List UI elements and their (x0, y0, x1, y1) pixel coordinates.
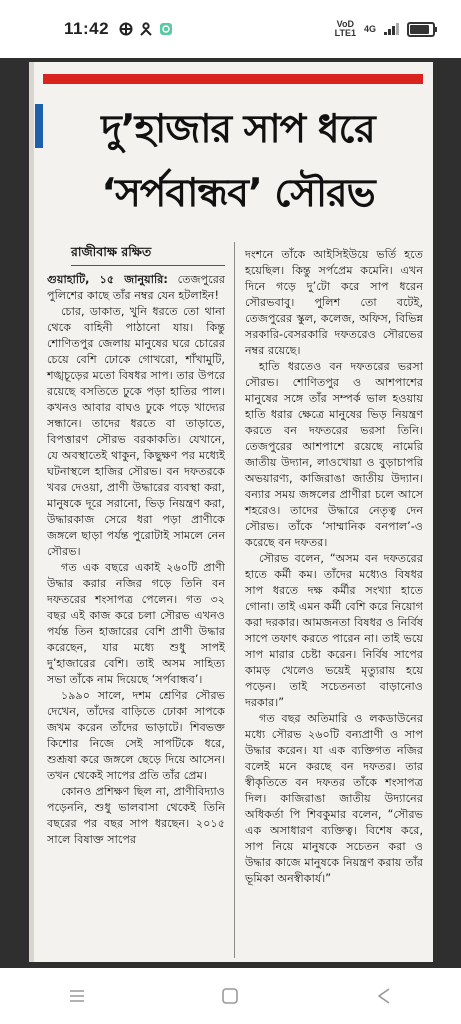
article-paragraph: দংশনে তাঁকে আইসিইউয়ে ভর্তি হতে হয়েছিল। কিন্তু সর্পপ্রেম কমেনি। এখন দিনে গড়ে দু’টো করে সাপ ধরেন সৌরভবাবু। পুলিশ তো বটেই, তেজপুরের স্কুল, কলেজ, অফিস, বিভিন্ন সরকারি-বেসরকারি দফতরেও সৌরভের নম্বর রয়েছে। (245, 248, 423, 357)
back-button[interactable] (354, 976, 414, 1016)
newspaper-clipping (29, 62, 433, 962)
article-paragraph: হাতি ধরতেও বন দফতরের ভরসা সৌরভ। শোণিতপুর ও আশপাশের মানুষের সঙ্গে তাঁর সম্পর্ক ভাল হওয়ায় হাতি ধরার ক্ষেত্রে মানুষের ভিড় নিয়ন্ত্রণ করতে বন দফতরের ভরসা তিনি। তেজপুরের আশপাশে রয়েছে নামেরি জাতীয় উদ্যান, লাওখোয়া ও বুড়াচাপরি অভয়ারণ্য, কাজিরাঙা জাতীয় উদ্যান। বন্যার সময় জঙ্গলের প্রাণীরা চলে আসে শহরেও। তাদের উদ্ধারে নেতৃত্ব দেন সৌরভ। তাঁকে ‘সাম্মানিক বনপাল’-ও করেছে বন দফতর। (245, 360, 423, 549)
app-notification-icon (159, 22, 173, 36)
article-paragraph: কোনও প্রশিক্ষণ ছিল না, প্রাণীবিদ্যাও পড়েননি, শুধু ভালবাসা থেকেই তিনি বছরের পর বছর সাপ ধরছেন। ২০১৫ সালে বিষাক্ত সাপের (47, 785, 225, 846)
recent-apps-button[interactable] (47, 976, 107, 1016)
headline-line-1: দু’হাজার সাপ ধরে (101, 107, 375, 152)
volte-top-label: VoD (336, 19, 354, 29)
status-time: 11:42 (64, 19, 110, 38)
battery-level-fill (410, 25, 429, 34)
volte-bottom-label: LTE1 (334, 28, 356, 38)
article-dateline: গুয়াহাটি, ১৫ জানুয়ারি: (47, 273, 168, 286)
crosshair-notification-icon (119, 22, 133, 36)
article-column-right (245, 247, 423, 887)
article-byline: রাজীবাক্ষ রক্ষিত (71, 244, 225, 266)
headline-line-2: ‘সর্পবান্ধব’ সৌরভ (101, 171, 375, 216)
home-square-icon (221, 987, 239, 1005)
article-paragraph (47, 272, 225, 304)
article-column-left (47, 242, 225, 848)
blue-section-marker (35, 104, 43, 148)
user-notification-icon (139, 22, 153, 36)
back-triangle-icon (376, 987, 392, 1005)
notification-icons (119, 22, 173, 36)
status-bar (0, 0, 461, 58)
red-header-rule (43, 74, 423, 84)
article-body (47, 242, 425, 958)
network-type-label: 4G (363, 24, 376, 34)
article-paragraph: গত এক বছরে একাই ২৬০টি প্রাণী উদ্ধার করার নজির গড়ে তিনি বন দফতরের শংসাপত্র পেলেন। গত ৩২ বছর এই কাজ করে চলা সৌরভ এখনও পর্যন্ত তিন হাজারের বেশি প্রাণী উদ্ধার করেছেন, যার মধ্যে শুধু সাপই দু’হাজারের বেশি। তাই অসম সাহিত্য সভা তাঁকে নাম দিয়েছে ‘সর্পবান্ধব’। (47, 561, 225, 686)
column-divider (234, 242, 235, 958)
volte-indicator (335, 20, 356, 38)
system-navigation-bar (0, 968, 461, 1024)
article-headline (49, 98, 427, 226)
article-paragraph: ১৯৯০ সালে, দশম শ্রেণির সৌরভ দেখেন, তাঁদের বাড়িতে ঢোকা সাপকে জখম করেন তাঁদের ভাড়াটে। শিবভক্ত কিশোর নিজে সেই সাপটিকে ধরে, শুশ্রূষা করে জঙ্গলে ছেড়ে দিয়ে আসেন। তখন থেকেই সাপের প্রতি তাঁর প্রেম। (47, 689, 225, 782)
cellular-signal-icon (384, 23, 399, 35)
article-paragraph: সৌরভ বলেন, “অসম বন দফতরের হাতে কর্মী কম। তাঁদের মধ্যেও বিষধর সাপ ধরতে দক্ষ কর্মীর সংখ্যা হাতে গোনা। তাই এমন কর্মী বেশি করে নিয়োগ করা দরকার। আমজনতা বিষধর ও নির্বিষ সাপে তফাৎ করতে পারেন না। তাই ভয়ে সাপ মারার চেষ্টা করেন। নির্বিষ সাপের কামড় খেলেও ভয়েই মৃত্যুরায় হয়ে পড়েন। তাই সচেতনতা বাড়ানোও দরকার।” (245, 552, 423, 709)
status-indicators (335, 20, 435, 38)
article-paragraph: গত বছর অতিমারি ও লকডাউনের মধ্যে সৌরভ ২৬০টি বন্যপ্রাণী ও সাপ উদ্ধার করেন। যা এক ব্যক্তিগত নজির বলেই মনে করছে বন দফতর। তার স্বীকৃতিতে বন দফতর তাঁকে শংসাপত্র দিল। কাজিরাঙা জাতীয় উদ্যানের অধিকর্তা পি শিবকুমার বলেন, “সৌরভ এক অসাধারণ ব্যক্তিত্ব। বিশেষ করে, সাপ নিয়ে মানুষকে সচেতন করা ও উদ্ধার কাজে মানুষকে নিয়ন্ত্রণ করায় তাঁর ভূমিকা অনস্বীকার্য।” (245, 712, 423, 885)
image-viewer[interactable] (0, 58, 461, 968)
paragraph-text: তেজপুরের পুলিশের কাছে তাঁর নম্বর যেন হটলাইন! (47, 273, 225, 302)
home-button[interactable] (200, 976, 260, 1016)
article-paragraph: চোর, ডাকাত, খুনি ধরতে তো থানা থেকে বাহিনী পাঠানো যায়। কিন্তু শোণিতপুর জেলায় মানুষের ঘরে চোরের চেয়ে বেশি ঢোকে গোখরো, শাঁখামুটি, শঙ্খচূড়ের মতো বিষধর সাপ। তার উপরে রয়েছে বসতিতে ঢুকে পড়া হাতির পাল। কখনও আবার বাঘও ঢুকে পড়ে খাদ্যের সন্ধানে। তাদের ধরতে বা তাড়াতে, বিপত্তারণ সৌরভ বরকাকতি। যেখানে, যে অবস্থাতেই থাকুন, কিছুক্ষণ পর মধ্যেই ঘটনাস্থলে হাজির সৌরভ। বন দফতরকে খবর দেওয়া, প্রাণী উদ্ধারের ব্যবস্থা করা, মানুষকে দূরে সরানো, ভিড় নিয়ন্ত্রণ করা, উদ্ধারকাজ সেরে ধরা পড়া প্রাণীকে জঙ্গলে ছাড়া পর্যন্ত পুরোটাই সামলে নেন সৌরভ। (47, 305, 225, 558)
menu-lines-icon (68, 988, 86, 1004)
battery-icon (407, 22, 435, 37)
clipping-torn-edge (29, 62, 34, 962)
